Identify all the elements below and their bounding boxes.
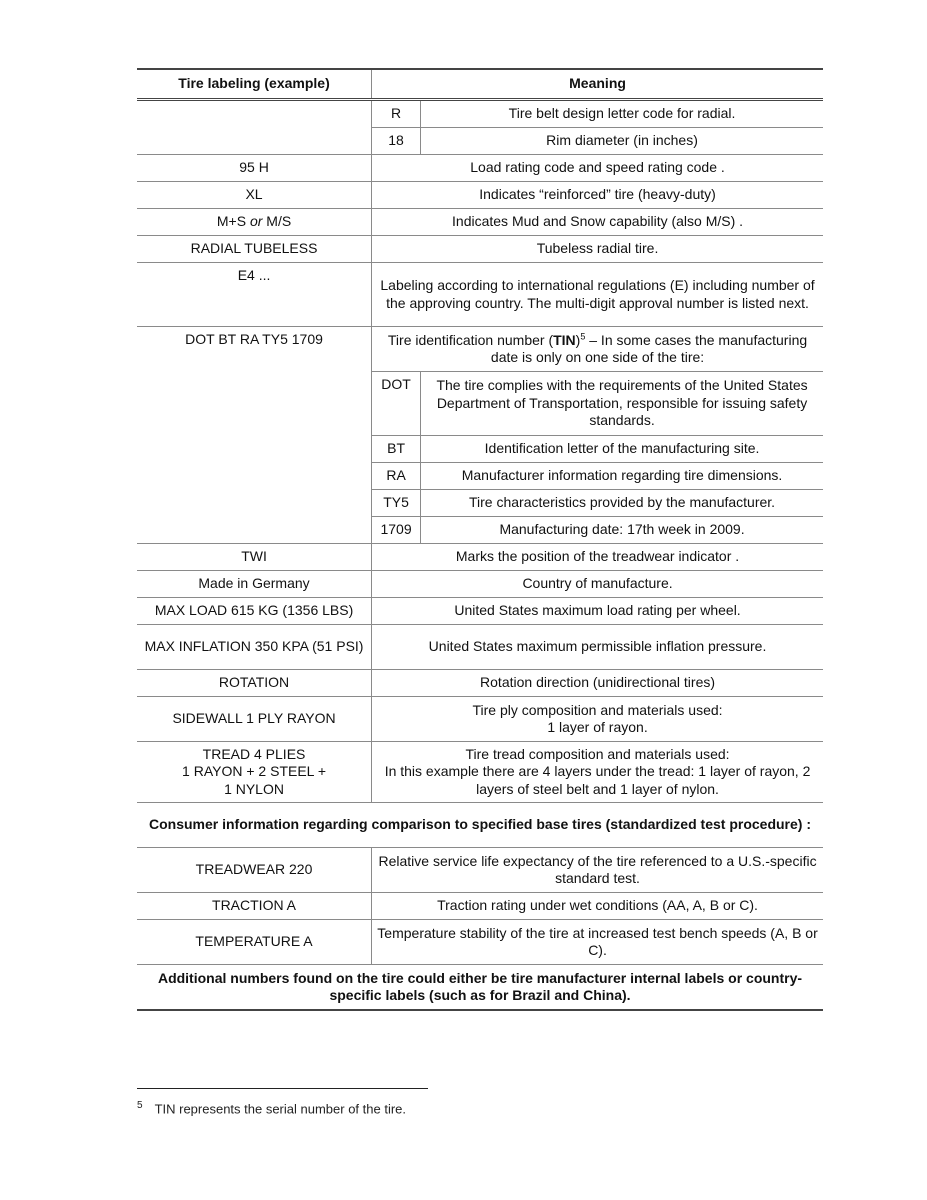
label-cell: E4 ... bbox=[137, 263, 372, 327]
sub-meaning-cell: The tire complies with the requirements of the United States Department of Transportation, responsible for issuing safety standards. bbox=[421, 372, 823, 436]
meaning-cell: Temperature stability of the tire at increased test bench speeds (A, B or C). bbox=[372, 920, 823, 965]
sub-meaning-cell: Tire characteristics provided by the manufacturer. bbox=[421, 490, 823, 517]
table-row bbox=[137, 571, 823, 598]
meaning-text: – In some cases the manufacturing date is only on one side of the tire: bbox=[490, 331, 808, 365]
sub-code-cell: RA bbox=[372, 463, 421, 490]
label-cell: DOT BT RA TY5 1709 bbox=[137, 327, 372, 544]
label-cell: MAX INFLATION 350 KPA (51 PSI) bbox=[137, 625, 372, 670]
sub-meaning-cell: Manufacturing date: 17th week in 2009. bbox=[421, 517, 823, 544]
sub-meaning-cell: Identification letter of the manufacturing site. bbox=[421, 436, 823, 463]
sub-meaning-cell: Tire belt design letter code for radial. bbox=[421, 100, 823, 128]
meaning-cell: Tubeless radial tire. bbox=[372, 236, 823, 263]
meaning-cell: Labeling according to international regulations (E) including number of the approving country. The multi-digit approval number is listed next. bbox=[372, 263, 823, 327]
table-row bbox=[137, 920, 823, 965]
label-cell: XL bbox=[137, 182, 372, 209]
empty-label-cell bbox=[137, 100, 372, 155]
table-header-row bbox=[137, 69, 823, 100]
label-cell: SIDEWALL 1 PLY RAYON bbox=[137, 697, 372, 742]
table-row bbox=[137, 182, 823, 209]
meaning-cell: Load rating code and speed rating code . bbox=[372, 155, 823, 182]
table-row bbox=[137, 893, 823, 920]
label-italic-text: or bbox=[249, 213, 263, 230]
tire-labeling-table bbox=[137, 68, 823, 1011]
label-line: 1 NYLON bbox=[224, 780, 284, 797]
table-row bbox=[137, 236, 823, 263]
sub-meaning-cell: Rim diameter (in inches) bbox=[421, 128, 823, 155]
tin-bold-text: TIN bbox=[553, 331, 576, 348]
table-row bbox=[137, 965, 823, 1011]
meaning-line: Tire ply composition and materials used: bbox=[472, 701, 723, 718]
table-row bbox=[137, 848, 823, 893]
table-row bbox=[137, 155, 823, 182]
sub-code-cell: DOT bbox=[372, 372, 421, 436]
footnote-number: 5 bbox=[137, 1100, 143, 1111]
label-line: 1 RAYON + 2 STEEL + bbox=[182, 763, 326, 780]
table-row bbox=[137, 803, 823, 848]
header-meaning: Meaning bbox=[372, 69, 823, 100]
header-tire-labeling: Tire labeling (example) bbox=[137, 69, 372, 100]
consumer-info-heading: Consumer information regarding comparison to specified base tires (standardized test procedure) : bbox=[137, 803, 823, 848]
label-cell: ROTATION bbox=[137, 670, 372, 697]
sub-code-cell: BT bbox=[372, 436, 421, 463]
label-text: M/S bbox=[262, 213, 292, 230]
label-cell: 95 H bbox=[137, 155, 372, 182]
meaning-cell bbox=[372, 697, 823, 742]
meaning-cell: Indicates “reinforced” tire (heavy-duty) bbox=[372, 182, 823, 209]
label-cell: TREADWEAR 220 bbox=[137, 848, 372, 893]
footnote-ref: 5 bbox=[580, 330, 586, 341]
table-row bbox=[137, 209, 823, 236]
meaning-text: ) bbox=[575, 331, 581, 348]
table-row bbox=[137, 263, 823, 327]
footnote bbox=[137, 1100, 406, 1116]
meaning-cell: Traction rating under wet conditions (AA, A, B or C). bbox=[372, 893, 823, 920]
label-cell: Made in Germany bbox=[137, 571, 372, 598]
table-row bbox=[137, 742, 823, 803]
meaning-cell bbox=[372, 327, 823, 372]
meaning-line: Tire tread composition and materials used: bbox=[465, 745, 730, 762]
sub-code-cell: 18 bbox=[372, 128, 421, 155]
footnote-text: TIN represents the serial number of the tire. bbox=[154, 1101, 407, 1117]
table-row bbox=[137, 327, 823, 372]
label-cell: TEMPERATURE A bbox=[137, 920, 372, 965]
sub-code-cell: TY5 bbox=[372, 490, 421, 517]
label-line: TREAD 4 PLIES bbox=[202, 745, 306, 762]
meaning-cell: Marks the position of the treadwear indicator . bbox=[372, 544, 823, 571]
label-cell: MAX LOAD 615 KG (1356 LBS) bbox=[137, 598, 372, 625]
table-row bbox=[137, 598, 823, 625]
label-cell: RADIAL TUBELESS bbox=[137, 236, 372, 263]
meaning-text: Tire identification number ( bbox=[387, 331, 554, 348]
label-cell bbox=[137, 742, 372, 803]
sub-code-cell: R bbox=[372, 100, 421, 128]
table-row bbox=[137, 697, 823, 742]
label-text: M+S bbox=[216, 213, 250, 230]
table-row bbox=[137, 670, 823, 697]
meaning-cell bbox=[372, 742, 823, 803]
footnote-divider bbox=[137, 1088, 428, 1089]
meaning-cell: United States maximum permissible inflation pressure. bbox=[372, 625, 823, 670]
meaning-line: 1 layer of rayon. bbox=[547, 719, 648, 735]
table-row bbox=[137, 544, 823, 571]
sub-meaning-cell: Manufacturer information regarding tire dimensions. bbox=[421, 463, 823, 490]
meaning-cell: Indicates Mud and Snow capability (also M/S) . bbox=[372, 209, 823, 236]
meaning-cell: United States maximum load rating per wheel. bbox=[372, 598, 823, 625]
meaning-cell: Rotation direction (unidirectional tires) bbox=[372, 670, 823, 697]
label-cell: TWI bbox=[137, 544, 372, 571]
label-cell bbox=[137, 209, 372, 236]
table-row bbox=[137, 100, 823, 128]
meaning-line: In this example there are 4 layers under the tread: 1 layer of rayon, 2 layers of steel belt and 1 layer of nylon. bbox=[384, 763, 811, 797]
sub-code-cell: 1709 bbox=[372, 517, 421, 544]
label-cell: TRACTION A bbox=[137, 893, 372, 920]
additional-numbers-note: Additional numbers found on the tire could either be tire manufacturer internal labels or country-specific labels (such as for Brazil and China). bbox=[137, 965, 823, 1011]
table-row bbox=[137, 625, 823, 670]
meaning-cell: Relative service life expectancy of the tire referenced to a U.S.-specific standard test. bbox=[372, 848, 823, 893]
meaning-cell: Country of manufacture. bbox=[372, 571, 823, 598]
